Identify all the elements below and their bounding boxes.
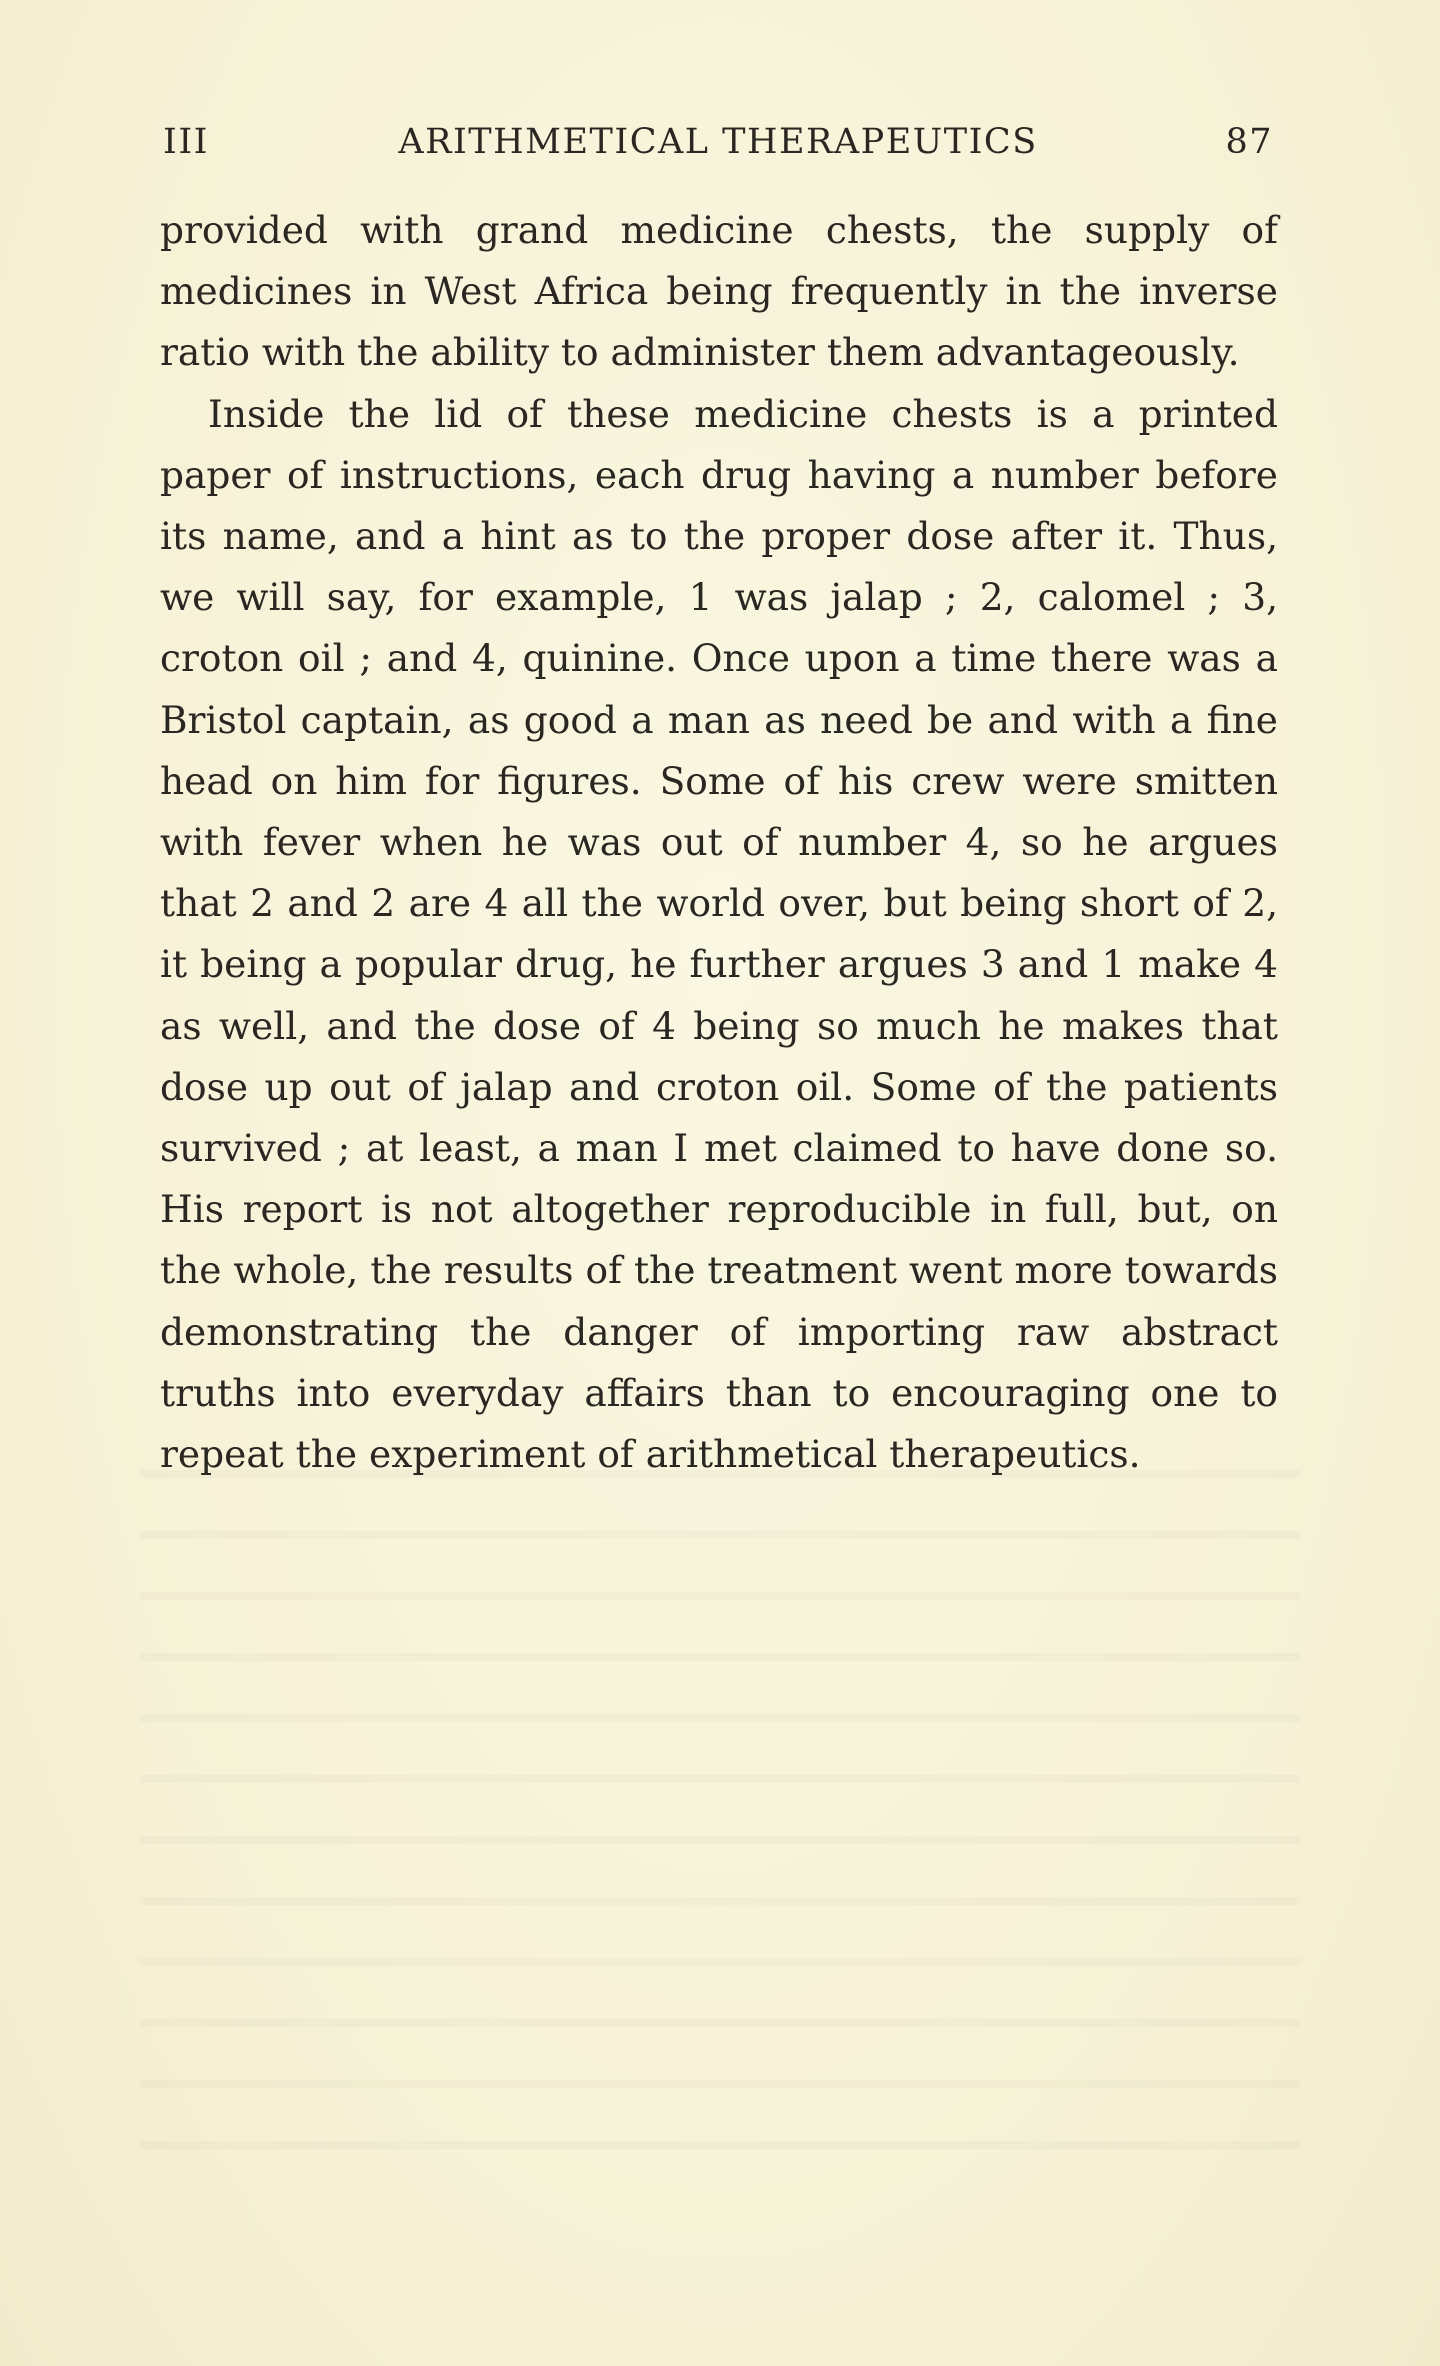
running-title: ARITHMETICAL THERAPEUTICS [398,122,1038,162]
paragraph-continued: provided with grand medicine chests, the supply of medicines in West Africa being frequently in the inverse ratio with the ability to administer them advantageously. [160,208,1278,375]
body-text [160,200,1278,1485]
running-head [163,118,1273,166]
bleed-through-texture [140,1430,1300,2190]
chapter-number: III [163,122,209,162]
page-number: 87 [1225,122,1273,162]
paragraph-medicine-chests: Inside the lid of these medicine chests is a printed paper of instructions, each drug having a number before its name, and a hint as to the proper dose after it. Thus, we will say, for example, 1 was jalap ; 2, calomel ; 3, croton oil ; and 4, quinine. Once upon a time there was a Bristol captain, as good a man as need be and with a fine head on him for figures. Some of his crew were smitten with fever when he was out of number 4, so he argues that 2 and 2 are 4 all the world over, but being short of 2, it being a popular drug, he further argues 3 and 1 make 4 as well, and the dose of 4 being so much he makes that dose up out of jalap and croton oil. Some of the patients survived ; at least, a man I met claimed to have done so. His report is not altogether reproducible in full, but, on the whole, the results of the treatment went more towards demonstrating the danger of importing raw abstract truths into everyday affairs than to encouraging one to repeat the experiment of arithmetical therapeutics. [160,391,1278,1477]
